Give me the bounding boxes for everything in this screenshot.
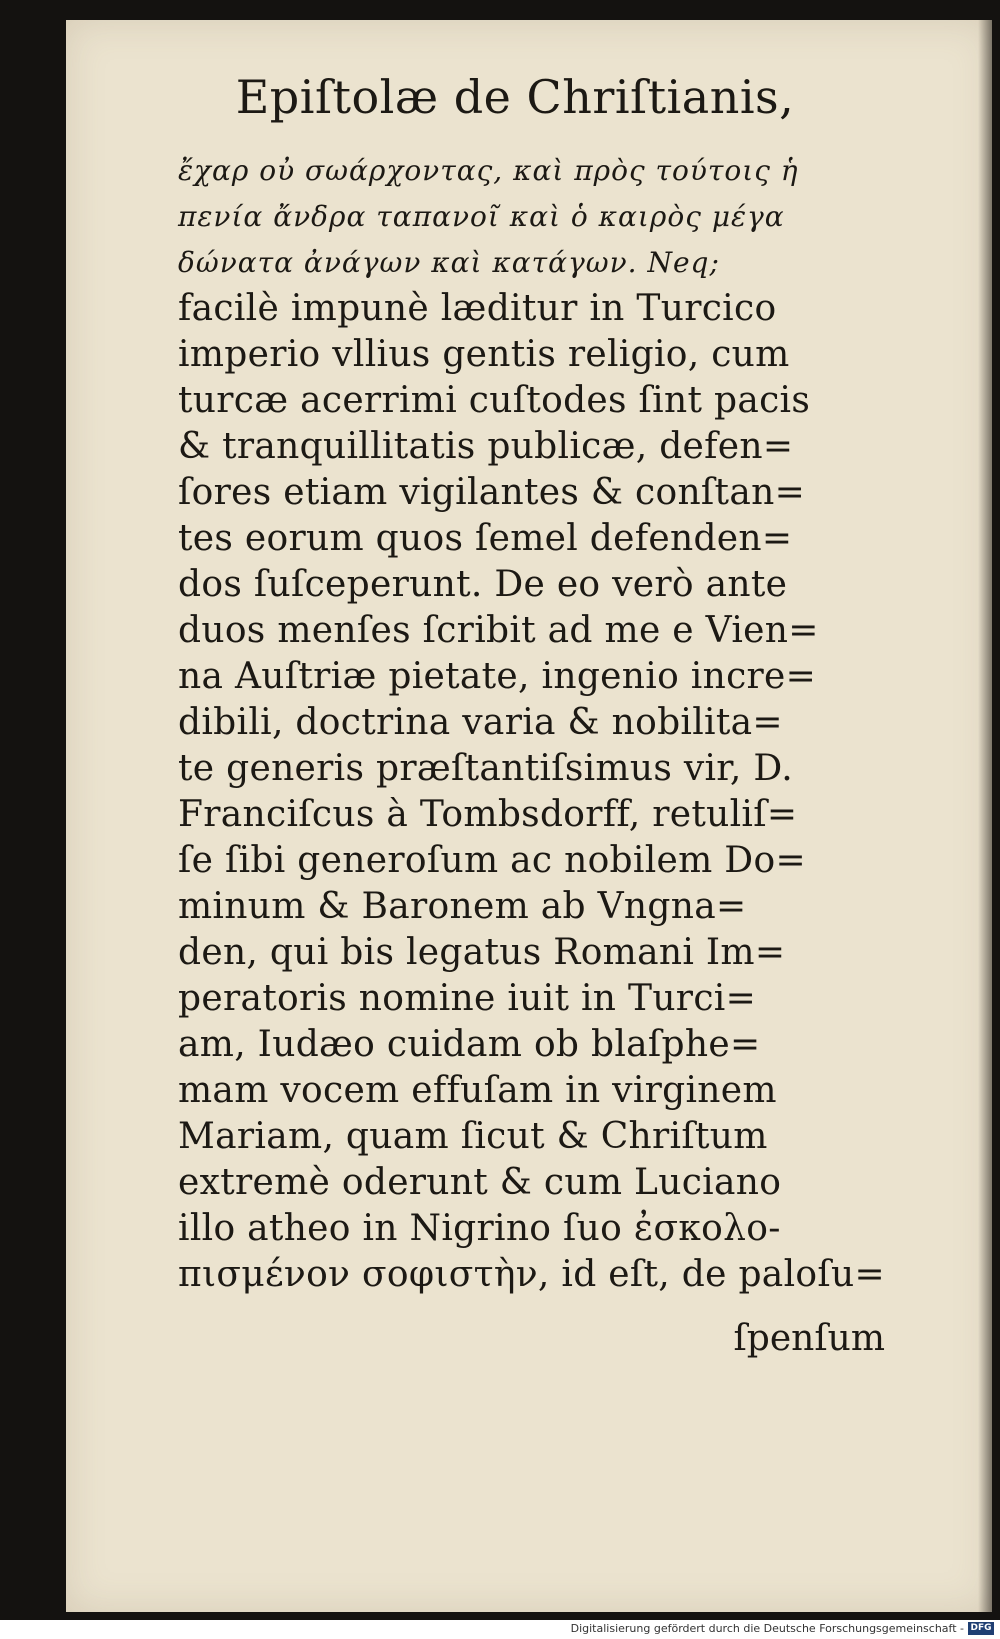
text-line: duos menſes ſcribit ad me e Vien= <box>178 610 819 651</box>
text-line: extremè oderunt & cum Luciano <box>178 1162 782 1203</box>
text-line: δώνατα ἀνάγων καὶ κατάγων. Neq; <box>178 246 720 279</box>
text-line: & tranquillitatis publicæ, defen= <box>178 426 794 467</box>
text-line: tes eorum quos ſemel defenden= <box>178 518 793 559</box>
catchword: ſpenſum <box>733 1318 885 1359</box>
text-line: am, Iudæo cuidam ob blaſphe= <box>178 1024 761 1065</box>
text-line: minum & Baronem ab Vngna= <box>178 886 747 927</box>
body-text <box>178 148 938 1298</box>
text-line: ἔχαρ οὐ σωάρχοντας, καὶ πρὸς τούτοις ἡ <box>178 154 799 187</box>
text-line: ſe ſibi generoſum ac nobilem Do= <box>178 840 806 881</box>
text-line: mam vocem effuſam in virginem <box>178 1070 777 1111</box>
text-line: peratoris nomine iuit in Turci= <box>178 978 757 1019</box>
text-line: dos ſuſceperunt. De eo verò ante <box>178 564 788 605</box>
text-line: imperio vllius gentis religio, cum <box>178 334 790 375</box>
text-line: ſores etiam vigilantes & conſtan= <box>178 472 806 513</box>
text-line: illo atheo in Nigrino ſuo ἐσκολο- <box>178 1208 781 1249</box>
text-line: na Auſtriæ pietate, ingenio incre= <box>178 656 817 697</box>
text-line: turcæ acerrimi cuſtodes ſint pacis <box>178 380 811 421</box>
funding-credit: Digitalisierung gefördert durch die Deutsche Forschungsgemeinschaft - <box>570 1622 964 1635</box>
text-line: te generis præſtantiſsimus vir, D. <box>178 748 793 789</box>
text-line: πενία ἄνδρα ταπανοῖ καὶ ὁ καιρὸς μέγα <box>178 200 785 233</box>
text-line: dibili, doctrina varia & nobilita= <box>178 702 783 743</box>
text-line: facilè impunè læditur in Turcico <box>178 288 777 329</box>
dfg-logo: DFG <box>968 1622 994 1635</box>
text-line: den, qui bis legatus Romani Im= <box>178 932 786 973</box>
text-line: Franciſcus à Tombsdorff, retuliſ= <box>178 794 798 835</box>
running-title: Epiſtolæ de Chriſtianis, <box>235 70 795 124</box>
text-line: πισμένον σοφιστὴν, id eſt, de paloſu= <box>178 1254 885 1295</box>
text-line: Mariam, quam ſicut & Chriſtum <box>178 1116 768 1157</box>
page-edge-shadow <box>978 20 992 1612</box>
